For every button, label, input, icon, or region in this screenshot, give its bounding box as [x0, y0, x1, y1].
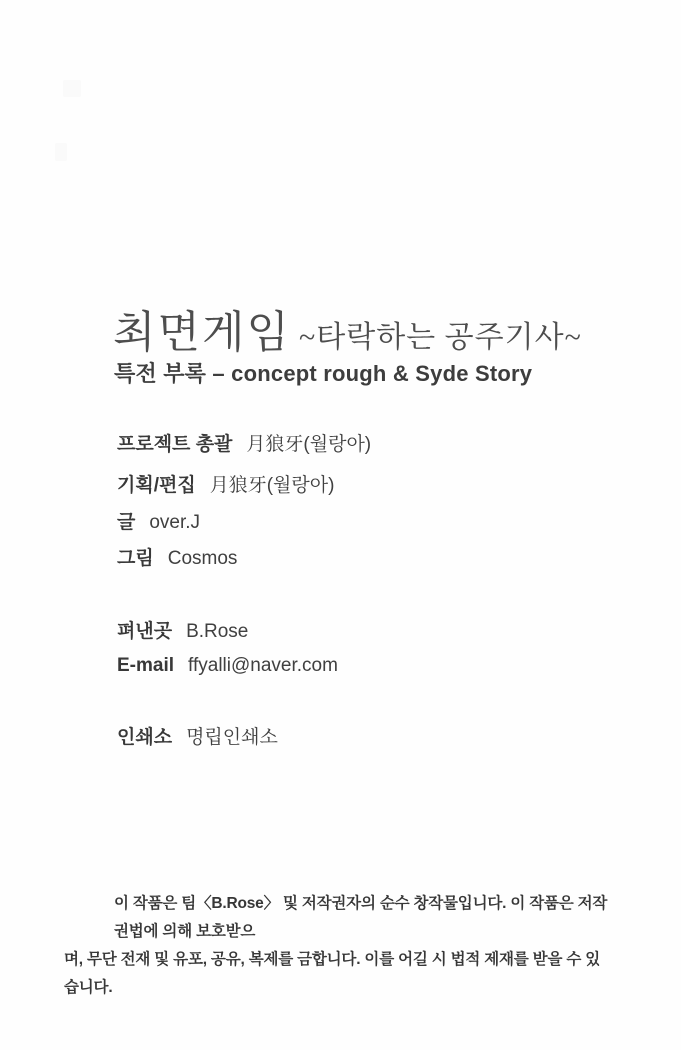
copyright-line-2: 며, 무단 전재 및 유포, 공유, 복제를 금합니다. 이를 어길 시 법적 제재를 받을 수 있습니다. — [64, 951, 600, 996]
credit-row-email — [117, 656, 338, 675]
copyright-notice — [64, 890, 609, 1002]
credit-label: 그림 — [117, 548, 154, 569]
credit-row-planning-editing — [117, 476, 334, 495]
title-subtitle: ~타락하는 공주기사~ — [299, 321, 582, 354]
scan-artifact — [55, 143, 67, 161]
edition-subtitle: 특전 부록 – concept rough & Syde Story — [114, 361, 533, 386]
credit-value: ffyalli@naver.com — [188, 655, 338, 676]
credit-label: 프로젝트 총괄 — [117, 434, 233, 455]
credit-value: 명립인쇄소 — [186, 727, 278, 748]
copyright-line-1: 이 작품은 팀〈B.Rose〉 및 저작권자의 순수 창작물입니다. 이 작품은 저작권법에 의해 보호받으 — [114, 895, 608, 940]
credit-row-writer — [117, 513, 200, 532]
credit-value: 月狼牙(월랑아) — [246, 434, 372, 455]
credit-label: 기획/편집 — [117, 475, 196, 496]
credit-value: over.J — [149, 512, 201, 533]
credit-row-project-director — [117, 435, 371, 454]
credit-value: B.Rose — [186, 621, 249, 642]
credit-row-printer — [117, 728, 278, 747]
scan-artifact — [63, 80, 81, 97]
credit-value: 月狼牙(월랑아) — [209, 475, 335, 496]
page-title — [113, 296, 582, 360]
credit-label: 글 — [117, 512, 136, 533]
credit-value: Cosmos — [167, 548, 238, 569]
credit-label: E-mail — [117, 655, 175, 676]
credit-row-artist — [117, 549, 237, 568]
title-main: 최면게임 — [113, 308, 292, 357]
credit-row-publisher — [117, 622, 248, 641]
credit-label: 펴낸곳 — [117, 621, 173, 642]
credit-label: 인쇄소 — [117, 727, 173, 748]
